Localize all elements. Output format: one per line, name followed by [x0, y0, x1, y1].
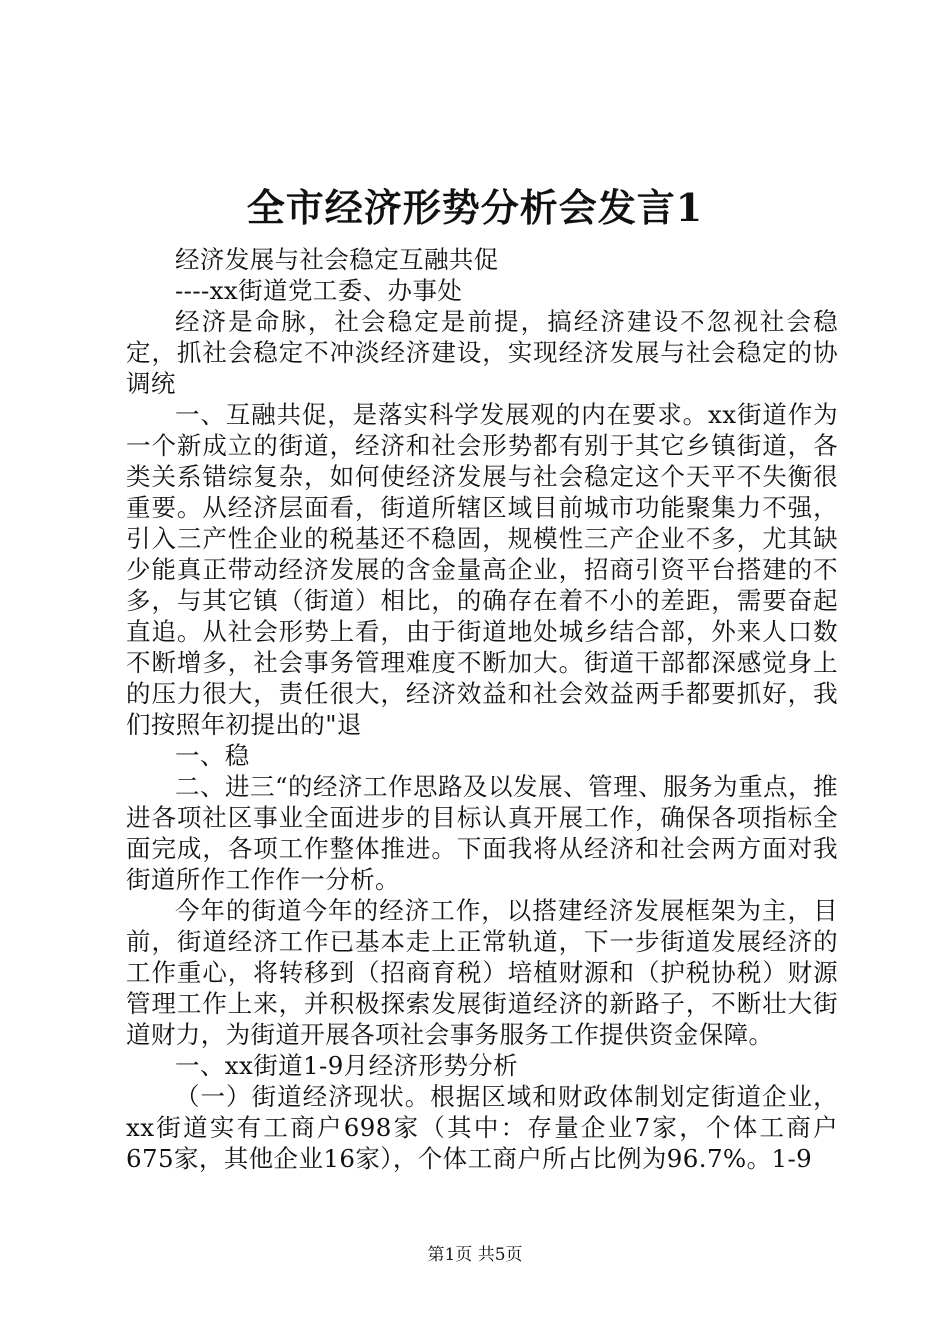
body-paragraph: 今年的街道今年的经济工作，以搭建经济发展框架为主，目前，街道经济工作已基本走上正常轨道，下一步街道发展经济的工作重心，将转移到（招商育税）培植财源和（护税协税）财源管理工作上来，并积极探索发展街道经济的新路子，不断壮大街道财力，为街道开展各项社会事务服务工作提供资金保障。 [126, 896, 838, 1049]
body-paragraph: 二、进三“的经济工作思路及以发展、管理、服务为重点，推进各项社区事业全面进步的目标认真开展工作，确保各项指标全面完成，各项工作整体推进。下面我将从经济和社会两方面对我街道所作工作作一分析。 [126, 772, 838, 894]
body-paragraph: 经济是命脉，社会稳定是前提，搞经济建设不忽视社会稳定，抓社会稳定不冲淡经济建设，实现经济发展与社会稳定的协调统 [126, 307, 838, 398]
document-body [126, 244, 838, 1174]
page-footer: 第1页 共5页 [427, 1245, 523, 1265]
author-paragraph: ----xx街道党工委、办事处 [175, 276, 463, 305]
body-paragraph: 一、稳 [175, 741, 250, 770]
document-title: 全市经济形势分析会发言1 [246, 185, 704, 230]
subtitle-paragraph: 经济发展与社会稳定互融共促 [175, 245, 499, 274]
section-heading: 一、xx街道1-9月经济形势分析 [175, 1051, 518, 1080]
body-paragraph: 一、互融共促，是落实科学发展观的内在要求。xx街道作为一个新成立的街道，经济和社会形势都有别于其它乡镇街道，各类关系错综复杂，如何使经济发展与社会稳定这个天平不失衡很重要。从经济层面看，街道所辖区域目前城市功能聚集力不强，引入三产性企业的税基还不稳固，规模性三产企业不多，尤其缺少能真正带动经济发展的含金量高企业，招商引资平台搭建的不多，与其它镇（街道）相比，的确存在着不小的差距，需要奋起直追。从社会形势上看，由于街道地处城乡结合部，外来人口数不断增多，社会事务管理难度不断加大。街道干部都深感觉身上的压力很大，责任很大，经济效益和社会效益两手都要抓好，我们按照年初提出的"退 [126, 400, 838, 739]
body-paragraph: （一）街道经济现状。根据区域和财政体制划定街道企业，xx街道实有工商户698家（其中：存量企业7家，个体工商户675家，其他企业16家），个体工商户所占比例为96.7%。1-9 [126, 1082, 838, 1173]
